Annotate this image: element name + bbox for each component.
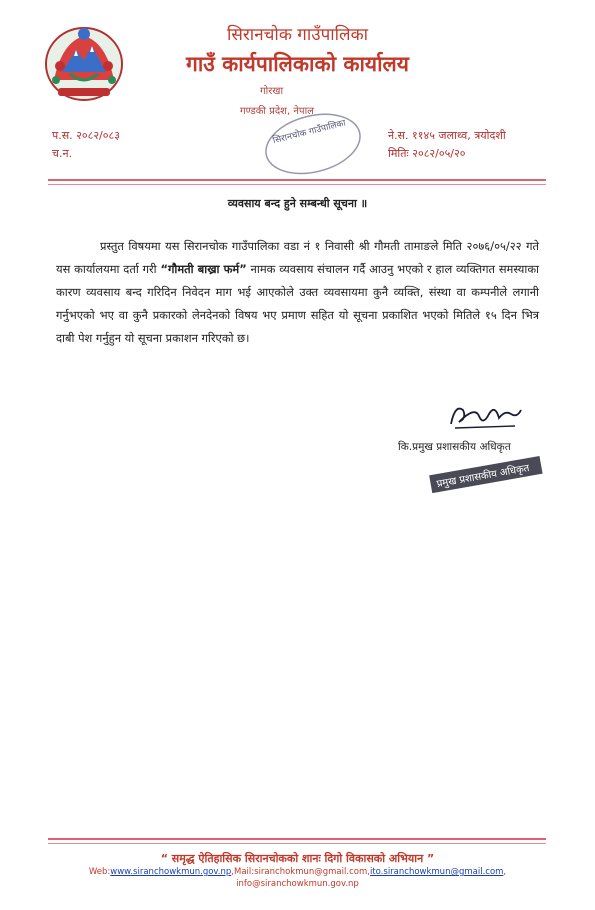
header-divider-thin [48,184,546,185]
web-label: Web: [88,867,111,877]
municipality-name: सिरानचोक गाउँपालिका [226,25,369,45]
footer-divider-thin [48,843,546,844]
body-part-1: प्रस्तुत विषयमा यस सिरानचोक गाउँपालिका वडा नं १ निवासी श्री गौमती तामाङले मिति २०७६/०५/२२ गते यस कार्यालयमा दर्ता गरी [56,239,539,276]
dispatch-number: च.न. [52,147,73,160]
seal-text-middle: गण्डकी प्रदेश, नेपाल [240,106,314,117]
email-1[interactable]: siranchokmun@gmail.com [254,867,368,877]
footer-contact: Web:www.siranchowkmun.gov.np,Mail:siranchokmun@gmail.com,ito.siranchowkmun@gmail.com, info@siranchowkmun.gov.np [88,867,507,889]
office-name: गाउँ कार्यपालिकाको कार्यालय [186,52,409,76]
footer-divider [48,838,546,840]
website-link[interactable]: www.siranchowkmun.gov.np [110,867,232,877]
office-seal [232,80,362,180]
header-divider [48,179,546,181]
business-name: “गौमती बाख्रा फर्म” [160,262,247,276]
seal-text-bottom: सिरानचोक गाउँपालिका [271,118,347,147]
mail-label: ,Mail: [231,867,255,877]
fiscal-year: प.स. २०८२/०८३ [52,129,120,142]
signature-mark [445,400,525,434]
designation-stamp [424,455,554,495]
signatory-title: कि.प्रमुख प्रशासकीय अधिकृत [398,441,511,453]
notice-body [56,235,539,350]
letter-date: मितिः २०८२/०५/२० [388,147,466,160]
email-2[interactable]: ito.siranchowkmun@gmail.com [369,867,504,877]
email-3[interactable]: info@siranchowkmun.gov.np [236,879,359,889]
nepal-samvat-date: ने.स. ११४५ जलाथ्व, त्रयोदशी [388,129,506,142]
stamp-text: प्रमुख प्रशासकीय अधिकृत [435,462,531,491]
body-part-2: नामक व्यवसाय संचालन गर्दै आउनु भएको र हाल व्यक्तिगत समस्याका कारण व्यवसाय बन्द गरिदिन निवेदन माग भई आएकोले उक्त व्यवसायमा कुनै व्यक्ति, संस्था वा कम्पनीले लगानी गर्नुभएको भए वा कुनै प्रकारको लेनदेनको विषय भए प्रमाण सहित यो सूचना प्रकाशित भएको मितिले १५ दिन भित्र दाबी पेश गर्नुहुन यो सूचना प्रकाशन गरिएको छ। [56,262,540,345]
seal-text-top: गोरखा [260,86,284,97]
notice-subject: व्यवसाय बन्द हुने सम्बन्धी सूचना ॥ [227,197,368,210]
footer-slogan: “ समृद्ध ऐतिहासिक सिरानचोकको शानः दिगो विकासको अभियान ” [160,852,435,865]
